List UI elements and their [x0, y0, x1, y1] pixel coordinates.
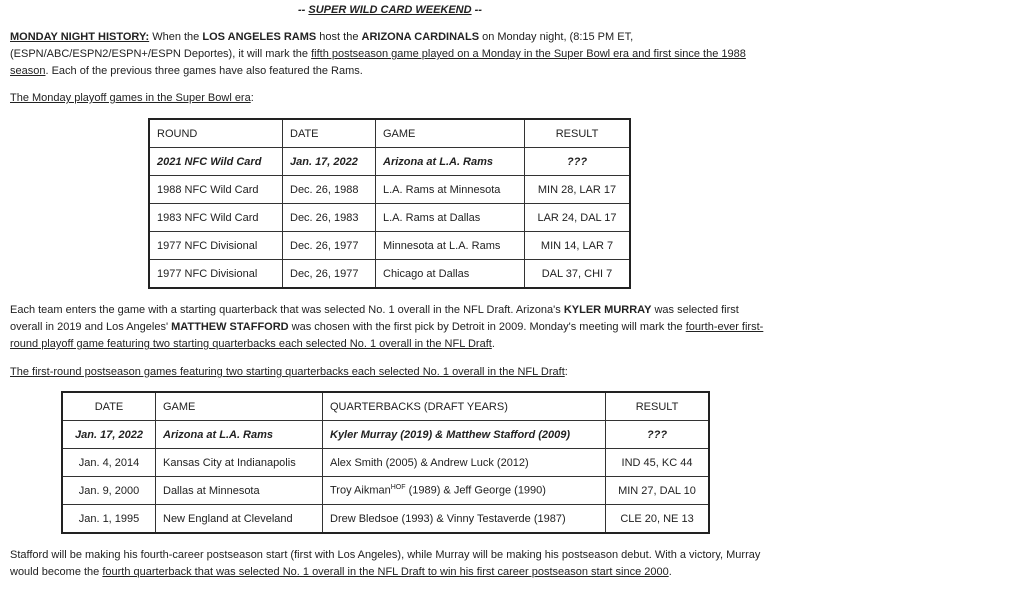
col-round: ROUND	[149, 119, 283, 148]
cell-date: Dec, 26, 1977	[283, 260, 376, 289]
table-row	[62, 421, 709, 449]
cell-result: CLE 20, NE 13	[606, 505, 710, 534]
cell-game: Chicago at Dallas	[376, 260, 525, 289]
col-result: RESULT	[606, 392, 710, 421]
cell-game: Dallas at Minnesota	[156, 477, 323, 505]
cell-result: MIN 14, LAR 7	[525, 232, 631, 260]
cell-game: Kansas City at Indianapolis	[156, 449, 323, 477]
cell-result: ???	[606, 421, 710, 449]
table-row	[62, 449, 709, 477]
cell-round: 1977 NFC Divisional	[149, 232, 283, 260]
cell-round: 2021 NFC Wild Card	[149, 148, 283, 176]
heading-title[interactable]: SUPER WILD CARD WEEKEND	[308, 4, 472, 16]
intro-text-4: . Each of the previous three games have also featured the Rams.	[45, 65, 363, 77]
cell-date: Jan. 17, 2022	[283, 148, 376, 176]
intro-text-2: host the	[316, 31, 362, 43]
team-cardinals: ARIZONA CARDINALS	[361, 31, 480, 43]
caption1-link[interactable]: The Monday playoff games in the Super Bowl era	[10, 92, 251, 104]
caption2-link[interactable]: The first-round postseason games featuring two starting quarterbacks each selected No. 1 overall in the NFL Draft	[10, 366, 565, 378]
intro-link[interactable]: fifth postseason game played on a Monday in the Super Bowl era and first since the 1988 season	[10, 48, 746, 77]
cell-date: Jan. 17, 2022	[62, 421, 156, 449]
cell-result: ???	[525, 148, 631, 176]
cell-game: New England at Cleveland	[156, 505, 323, 534]
table-row	[149, 148, 630, 176]
para3-link[interactable]: fourth quarterback that was selected No. 1 overall in the NFL Draft to win his first career postseason start since 2000	[102, 566, 669, 578]
qb-paragraph	[10, 302, 770, 353]
para2-link[interactable]: fourth-ever first-round playoff game featuring two starting quarterbacks each selected No. 1 overall in the NFL Draft	[10, 321, 764, 350]
top-pick-qb-table	[61, 391, 710, 534]
col-game: GAME	[156, 392, 323, 421]
heading-suffix: --	[471, 4, 482, 16]
qb-text-rest: (1989) & Jeff George (1990)	[405, 484, 546, 497]
cell-date: Dec. 26, 1983	[283, 204, 376, 232]
cell-date: Jan. 4, 2014	[62, 449, 156, 477]
qb-text: Drew Bledsoe (1993) & Vinny Testaverde (1987)	[330, 512, 566, 525]
page-heading	[0, 4, 780, 16]
hof-superscript: HOF	[390, 484, 406, 492]
table-row	[149, 260, 630, 289]
cell-date: Dec. 26, 1988	[283, 176, 376, 204]
qb-text: Troy Aikman	[330, 484, 391, 497]
cell-date: Jan. 1, 1995	[62, 505, 156, 534]
para3-text-2: .	[668, 566, 672, 578]
cell-game: Arizona at L.A. Rams	[156, 421, 323, 449]
para2-text-1: Each team enters the game with a starting quarterback that was selected No. 1 overall in the NFL Draft. Arizona's	[10, 304, 564, 316]
cell-game: L.A. Rams at Minnesota	[376, 176, 525, 204]
col-date: DATE	[283, 119, 376, 148]
heading-prefix: --	[298, 4, 309, 16]
cell-round: 1988 NFC Wild Card	[149, 176, 283, 204]
cell-date: Dec. 26, 1977	[283, 232, 376, 260]
qb-text: Kyler Murray (2019) & Matthew Stafford (2009)	[330, 428, 571, 441]
table-row	[149, 176, 630, 204]
monday-games-table	[148, 118, 631, 289]
intro-text-3: on Monday night, (8:15 PM ET, (ESPN/ABC/ESPN2/ESPN+/ESPN Deportes), it will mark the	[10, 31, 634, 60]
caption2-colon: :	[564, 366, 568, 378]
para2-text-3: was chosen with the first pick by Detroit in 2009. Monday's meeting will mark the	[288, 321, 686, 333]
table-header-row	[62, 392, 709, 421]
cell-quarterbacks	[323, 449, 606, 477]
closing-paragraph	[10, 547, 770, 581]
col-result: RESULT	[525, 119, 631, 148]
cell-round: 1977 NFC Divisional	[149, 260, 283, 289]
intro-text-1: When the	[149, 31, 203, 43]
para2-text-4: .	[491, 338, 495, 350]
team-rams: LOS ANGELES RAMS	[202, 31, 317, 43]
qb-stafford: MATTHEW STAFFORD	[171, 321, 289, 333]
qb-text: Alex Smith (2005) & Andrew Luck (2012)	[330, 456, 529, 469]
col-date: DATE	[62, 392, 156, 421]
cell-date: Jan. 9, 2000	[62, 477, 156, 505]
caption-monday-games	[10, 92, 254, 104]
caption-first-round-games	[10, 366, 568, 378]
intro-paragraph	[10, 29, 770, 80]
para2-text-2: was selected first overall in 2019 and Los Angeles'	[10, 304, 739, 333]
cell-game: L.A. Rams at Dallas	[376, 204, 525, 232]
cell-result: MIN 27, DAL 10	[606, 477, 710, 505]
cell-quarterbacks	[323, 505, 606, 534]
cell-result: IND 45, KC 44	[606, 449, 710, 477]
col-game: GAME	[376, 119, 525, 148]
para3-text-1: Stafford will be making his fourth-career postseason start (first with Los Angeles), while Murray will be making his postseason debut. With a victory, Murray would become the	[10, 549, 761, 578]
intro-label: MONDAY NIGHT HISTORY:	[10, 31, 150, 43]
table-header-row	[149, 119, 630, 148]
cell-round: 1983 NFC Wild Card	[149, 204, 283, 232]
cell-quarterbacks	[323, 421, 606, 449]
cell-result: LAR 24, DAL 17	[525, 204, 631, 232]
cell-game: Arizona at L.A. Rams	[376, 148, 525, 176]
qb-murray: KYLER MURRAY	[563, 304, 652, 316]
cell-game: Minnesota at L.A. Rams	[376, 232, 525, 260]
table-row	[62, 505, 709, 534]
caption1-colon: :	[250, 92, 254, 104]
col-quarterbacks: QUARTERBACKS (DRAFT YEARS)	[323, 392, 606, 421]
cell-quarterbacks	[323, 477, 606, 505]
table-row	[149, 204, 630, 232]
cell-result: DAL 37, CHI 7	[525, 260, 631, 289]
table-row	[149, 232, 630, 260]
table-row	[62, 477, 709, 505]
cell-result: MIN 28, LAR 17	[525, 176, 631, 204]
